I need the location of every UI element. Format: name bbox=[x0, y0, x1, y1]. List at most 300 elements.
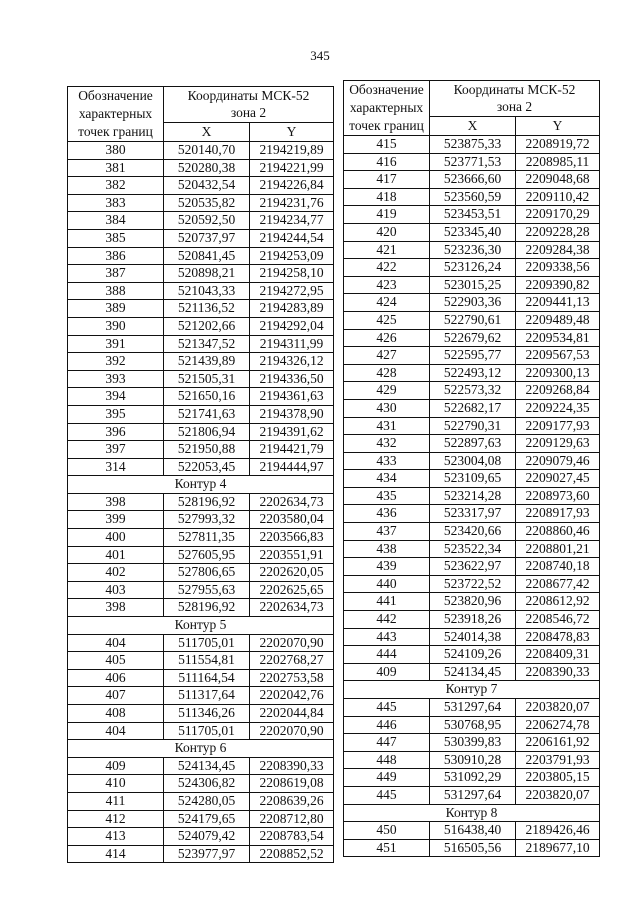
y-coordinate-cell: 2208712,80 bbox=[250, 810, 334, 828]
x-coordinate-cell: 520592,50 bbox=[164, 212, 250, 230]
y-coordinate-cell: 2202625,65 bbox=[250, 581, 334, 599]
y-coordinate-cell: 2208409,31 bbox=[516, 646, 600, 664]
y-coordinate-cell: 2208783,54 bbox=[250, 828, 334, 846]
y-coordinate-cell: 2208619,08 bbox=[250, 775, 334, 793]
point-id-cell: 432 bbox=[344, 435, 430, 453]
y-coordinate-cell: 2202042,76 bbox=[250, 687, 334, 705]
point-id-cell: 440 bbox=[344, 575, 430, 593]
x-coordinate-cell: 522573,32 bbox=[430, 382, 516, 400]
point-id-cell: 401 bbox=[68, 546, 164, 564]
x-coordinate-cell: 521806,94 bbox=[164, 423, 250, 441]
point-id-cell: 403 bbox=[68, 581, 164, 599]
coords-header: Координаты МСК-52 bbox=[164, 87, 334, 105]
y-coordinate-cell: 2203805,15 bbox=[516, 769, 600, 787]
table-row bbox=[344, 839, 600, 857]
y-coordinate-cell: 2208919,72 bbox=[516, 136, 600, 154]
table-row bbox=[68, 212, 334, 230]
table-row bbox=[344, 206, 600, 224]
coords-header: Координаты МСК-52 bbox=[430, 81, 600, 99]
point-id-cell: 410 bbox=[68, 775, 164, 793]
point-id-cell: 445 bbox=[344, 699, 430, 717]
point-id-cell: 394 bbox=[68, 388, 164, 406]
contour-label: Контур 6 bbox=[68, 740, 334, 758]
point-id-cell: 423 bbox=[344, 276, 430, 294]
y-coordinate-cell: 2209489,48 bbox=[516, 311, 600, 329]
point-id-cell: 387 bbox=[68, 265, 164, 283]
y-coordinate-cell: 2194361,63 bbox=[250, 388, 334, 406]
table-row bbox=[344, 223, 600, 241]
table-row bbox=[68, 669, 334, 687]
point-id-cell: 437 bbox=[344, 523, 430, 541]
y-coordinate-cell: 2208677,42 bbox=[516, 575, 600, 593]
point-id-cell: 433 bbox=[344, 452, 430, 470]
point-id-cell: 396 bbox=[68, 423, 164, 441]
x-coordinate-cell: 523622,97 bbox=[430, 558, 516, 576]
y-coordinate-cell: 2194292,04 bbox=[250, 317, 334, 335]
x-coordinate-cell: 523004,08 bbox=[430, 452, 516, 470]
x-coordinate-cell: 520140,70 bbox=[164, 142, 250, 160]
table-row bbox=[68, 810, 334, 828]
table-row bbox=[344, 769, 600, 787]
point-id-cell: 409 bbox=[344, 663, 430, 681]
y-coordinate-cell: 2194378,90 bbox=[250, 405, 334, 423]
table-row bbox=[344, 611, 600, 629]
table-row bbox=[68, 229, 334, 247]
x-coordinate-cell: 524014,38 bbox=[430, 628, 516, 646]
point-id-cell: 427 bbox=[344, 347, 430, 365]
y-coordinate-cell: 2203791,93 bbox=[516, 751, 600, 769]
y-coordinate-cell: 2209534,81 bbox=[516, 329, 600, 347]
x-coordinate-cell: 522679,62 bbox=[430, 329, 516, 347]
table-row bbox=[68, 458, 334, 476]
y-coordinate-cell: 2209177,93 bbox=[516, 417, 600, 435]
point-id-cell: 385 bbox=[68, 229, 164, 247]
y-coordinate-cell: 2203580,04 bbox=[250, 511, 334, 529]
point-id-cell: 439 bbox=[344, 558, 430, 576]
x-coordinate-cell: 524109,26 bbox=[430, 646, 516, 664]
y-coordinate-cell: 2194234,77 bbox=[250, 212, 334, 230]
point-id-cell: 419 bbox=[344, 206, 430, 224]
left-table-body bbox=[68, 142, 334, 863]
x-coordinate-cell: 527993,32 bbox=[164, 511, 250, 529]
point-id-cell: 418 bbox=[344, 188, 430, 206]
x-coordinate-cell: 527955,63 bbox=[164, 581, 250, 599]
table-row bbox=[68, 757, 334, 775]
table-row bbox=[68, 441, 334, 459]
x-coordinate-cell: 523126,24 bbox=[430, 259, 516, 277]
table-row bbox=[344, 593, 600, 611]
point-id-cell: 404 bbox=[68, 634, 164, 652]
table-row bbox=[68, 194, 334, 212]
point-id-cell: 393 bbox=[68, 370, 164, 388]
x-coordinate-cell: 524179,65 bbox=[164, 810, 250, 828]
y-coordinate-cell: 2203820,07 bbox=[516, 699, 600, 717]
y-coordinate-cell: 2194221,99 bbox=[250, 159, 334, 177]
table-row bbox=[344, 822, 600, 840]
y-coordinate-cell: 2209224,35 bbox=[516, 399, 600, 417]
contour-label: Контур 4 bbox=[68, 476, 334, 494]
y-coordinate-cell: 2202070,90 bbox=[250, 722, 334, 740]
x-coordinate-cell: 531297,64 bbox=[430, 699, 516, 717]
point-id-cell: 426 bbox=[344, 329, 430, 347]
table-row bbox=[68, 370, 334, 388]
x-coordinate-cell: 511164,54 bbox=[164, 669, 250, 687]
table-row bbox=[68, 177, 334, 195]
point-id-cell: 398 bbox=[68, 493, 164, 511]
table-row bbox=[344, 786, 600, 804]
point-id-cell: 391 bbox=[68, 335, 164, 353]
point-id-cell: 431 bbox=[344, 417, 430, 435]
y-coordinate-cell: 2202044,84 bbox=[250, 705, 334, 723]
point-id-cell: 407 bbox=[68, 687, 164, 705]
point-id-cell: 386 bbox=[68, 247, 164, 265]
table-row bbox=[344, 294, 600, 312]
x-coordinate-cell: 520432,54 bbox=[164, 177, 250, 195]
y-coordinate-cell: 2209441,13 bbox=[516, 294, 600, 312]
point-id-cell: 406 bbox=[68, 669, 164, 687]
y-coordinate-cell: 2194244,54 bbox=[250, 229, 334, 247]
y-coordinate-cell: 2209110,42 bbox=[516, 188, 600, 206]
point-id-cell: 448 bbox=[344, 751, 430, 769]
y-coordinate-cell: 2194326,12 bbox=[250, 353, 334, 371]
y-coordinate-cell: 2208801,21 bbox=[516, 540, 600, 558]
x-coordinate-cell: 522903,36 bbox=[430, 294, 516, 312]
table-row bbox=[344, 699, 600, 717]
table-row bbox=[68, 511, 334, 529]
table-row bbox=[344, 470, 600, 488]
x-coordinate-cell: 521347,52 bbox=[164, 335, 250, 353]
y-coordinate-cell: 2194253,09 bbox=[250, 247, 334, 265]
y-coordinate-cell: 2206161,92 bbox=[516, 734, 600, 752]
x-coordinate-cell: 516505,56 bbox=[430, 839, 516, 857]
x-coordinate-cell: 527806,65 bbox=[164, 564, 250, 582]
point-id-cell: 430 bbox=[344, 399, 430, 417]
x-coordinate-cell: 520841,45 bbox=[164, 247, 250, 265]
x-coordinate-cell: 511554,81 bbox=[164, 652, 250, 670]
y-coordinate-cell: 2208390,33 bbox=[250, 757, 334, 775]
x-coordinate-cell: 521043,33 bbox=[164, 282, 250, 300]
point-id-cell: 436 bbox=[344, 505, 430, 523]
designation-header: Обозначение характерных точек границ bbox=[344, 81, 430, 136]
point-id-cell: 417 bbox=[344, 171, 430, 189]
designation-header: Обозначение характерных точек границ bbox=[68, 87, 164, 142]
point-id-cell: 404 bbox=[68, 722, 164, 740]
zone-header: зона 2 bbox=[430, 99, 600, 117]
table-row bbox=[68, 423, 334, 441]
x-coordinate-cell: 523918,26 bbox=[430, 611, 516, 629]
point-id-cell: 389 bbox=[68, 300, 164, 318]
table-row bbox=[344, 276, 600, 294]
y-coordinate-cell: 2203820,07 bbox=[516, 786, 600, 804]
point-id-cell: 412 bbox=[68, 810, 164, 828]
y-coordinate-cell: 2208740,18 bbox=[516, 558, 600, 576]
y-coordinate-cell: 2209228,28 bbox=[516, 223, 600, 241]
table-row bbox=[344, 487, 600, 505]
x-coordinate-cell: 523345,40 bbox=[430, 223, 516, 241]
point-id-cell: 442 bbox=[344, 611, 430, 629]
x-coordinate-cell: 522595,77 bbox=[430, 347, 516, 365]
y-coordinate-cell: 2206274,78 bbox=[516, 716, 600, 734]
point-id-cell: 381 bbox=[68, 159, 164, 177]
y-coordinate-cell: 2208612,92 bbox=[516, 593, 600, 611]
table-row bbox=[344, 153, 600, 171]
table-row bbox=[344, 435, 600, 453]
x-coordinate-cell: 520898,21 bbox=[164, 265, 250, 283]
table-row bbox=[68, 599, 334, 617]
x-coordinate-cell: 523771,53 bbox=[430, 153, 516, 171]
x-coordinate-cell: 530768,95 bbox=[430, 716, 516, 734]
point-id-cell: 397 bbox=[68, 441, 164, 459]
x-coordinate-cell: 531297,64 bbox=[430, 786, 516, 804]
x-coordinate-cell: 523722,52 bbox=[430, 575, 516, 593]
point-id-cell: 314 bbox=[68, 458, 164, 476]
contour-row bbox=[68, 740, 334, 758]
y-coordinate-cell: 2208973,60 bbox=[516, 487, 600, 505]
x-coordinate-cell: 511705,01 bbox=[164, 722, 250, 740]
table-row bbox=[344, 311, 600, 329]
y-coordinate-cell: 2209300,13 bbox=[516, 364, 600, 382]
y-coordinate-cell: 2194336,50 bbox=[250, 370, 334, 388]
point-id-cell: 450 bbox=[344, 822, 430, 840]
x-coordinate-cell: 520737,97 bbox=[164, 229, 250, 247]
table-row bbox=[68, 792, 334, 810]
x-coordinate-cell: 523420,66 bbox=[430, 523, 516, 541]
y-coordinate-cell: 2208917,93 bbox=[516, 505, 600, 523]
contour-row bbox=[68, 476, 334, 494]
x-coordinate-cell: 511317,64 bbox=[164, 687, 250, 705]
table-row bbox=[344, 646, 600, 664]
table-row bbox=[344, 417, 600, 435]
point-id-cell: 392 bbox=[68, 353, 164, 371]
x-header: X bbox=[430, 117, 516, 136]
table-row bbox=[68, 493, 334, 511]
table-row bbox=[344, 558, 600, 576]
table-row bbox=[68, 722, 334, 740]
table-row bbox=[68, 845, 334, 863]
table-row bbox=[344, 751, 600, 769]
y-header: Y bbox=[250, 123, 334, 142]
contour-label: Контур 5 bbox=[68, 617, 334, 635]
point-id-cell: 413 bbox=[68, 828, 164, 846]
zone-header: зона 2 bbox=[164, 105, 334, 123]
x-coordinate-cell: 523453,51 bbox=[430, 206, 516, 224]
y-coordinate-cell: 2203551,91 bbox=[250, 546, 334, 564]
point-id-cell: 388 bbox=[68, 282, 164, 300]
point-id-cell: 411 bbox=[68, 792, 164, 810]
x-coordinate-cell: 523214,28 bbox=[430, 487, 516, 505]
point-id-cell: 446 bbox=[344, 716, 430, 734]
table-row bbox=[344, 628, 600, 646]
table-row bbox=[68, 405, 334, 423]
table-row bbox=[68, 317, 334, 335]
table-row bbox=[68, 652, 334, 670]
y-coordinate-cell: 2202753,58 bbox=[250, 669, 334, 687]
point-id-cell: 444 bbox=[344, 646, 430, 664]
y-coordinate-cell: 2209338,56 bbox=[516, 259, 600, 277]
point-id-cell: 395 bbox=[68, 405, 164, 423]
point-id-cell: 382 bbox=[68, 177, 164, 195]
y-coordinate-cell: 2209170,29 bbox=[516, 206, 600, 224]
table-row bbox=[344, 329, 600, 347]
x-coordinate-cell: 523560,59 bbox=[430, 188, 516, 206]
x-coordinate-cell: 524134,45 bbox=[164, 757, 250, 775]
y-coordinate-cell: 2209284,38 bbox=[516, 241, 600, 259]
table-row bbox=[68, 247, 334, 265]
y-coordinate-cell: 2209048,68 bbox=[516, 171, 600, 189]
point-id-cell: 425 bbox=[344, 311, 430, 329]
point-id-cell: 384 bbox=[68, 212, 164, 230]
table-row bbox=[344, 399, 600, 417]
table-row bbox=[68, 828, 334, 846]
y-coordinate-cell: 2208639,26 bbox=[250, 792, 334, 810]
y-coordinate-cell: 2194283,89 bbox=[250, 300, 334, 318]
table-row bbox=[344, 136, 600, 154]
y-coordinate-cell: 2209567,53 bbox=[516, 347, 600, 365]
point-id-cell: 421 bbox=[344, 241, 430, 259]
point-id-cell: 441 bbox=[344, 593, 430, 611]
x-coordinate-cell: 522053,45 bbox=[164, 458, 250, 476]
table-row bbox=[68, 282, 334, 300]
x-coordinate-cell: 516438,40 bbox=[430, 822, 516, 840]
x-coordinate-cell: 522682,17 bbox=[430, 399, 516, 417]
point-id-cell: 434 bbox=[344, 470, 430, 488]
table-row bbox=[344, 716, 600, 734]
table-row bbox=[344, 259, 600, 277]
table-row bbox=[68, 353, 334, 371]
table-row bbox=[68, 705, 334, 723]
table-row bbox=[344, 347, 600, 365]
y-coordinate-cell: 2194391,62 bbox=[250, 423, 334, 441]
table-row bbox=[344, 505, 600, 523]
y-coordinate-cell: 2209027,45 bbox=[516, 470, 600, 488]
point-id-cell: 445 bbox=[344, 786, 430, 804]
x-coordinate-cell: 527605,95 bbox=[164, 546, 250, 564]
point-id-cell: 409 bbox=[68, 757, 164, 775]
y-coordinate-cell: 2194226,84 bbox=[250, 177, 334, 195]
x-coordinate-cell: 520280,38 bbox=[164, 159, 250, 177]
x-coordinate-cell: 521950,88 bbox=[164, 441, 250, 459]
y-coordinate-cell: 2208860,46 bbox=[516, 523, 600, 541]
table-row bbox=[68, 564, 334, 582]
table-row bbox=[344, 364, 600, 382]
x-coordinate-cell: 523317,97 bbox=[430, 505, 516, 523]
x-coordinate-cell: 521741,63 bbox=[164, 405, 250, 423]
x-coordinate-cell: 523875,33 bbox=[430, 136, 516, 154]
y-coordinate-cell: 2202070,90 bbox=[250, 634, 334, 652]
contour-label: Контур 7 bbox=[344, 681, 600, 699]
table-row bbox=[344, 188, 600, 206]
contour-row bbox=[68, 617, 334, 635]
point-id-cell: 447 bbox=[344, 734, 430, 752]
y-coordinate-cell: 2189426,46 bbox=[516, 822, 600, 840]
point-id-cell: 443 bbox=[344, 628, 430, 646]
coordinates-table-left bbox=[67, 86, 334, 863]
x-coordinate-cell: 511705,01 bbox=[164, 634, 250, 652]
table-row bbox=[68, 388, 334, 406]
table-row bbox=[68, 529, 334, 547]
point-id-cell: 451 bbox=[344, 839, 430, 857]
x-coordinate-cell: 527811,35 bbox=[164, 529, 250, 547]
x-coordinate-cell: 524079,42 bbox=[164, 828, 250, 846]
x-coordinate-cell: 520535,82 bbox=[164, 194, 250, 212]
point-id-cell: 428 bbox=[344, 364, 430, 382]
x-coordinate-cell: 531092,29 bbox=[430, 769, 516, 787]
y-coordinate-cell: 2208852,52 bbox=[250, 845, 334, 863]
y-header: Y bbox=[516, 117, 600, 136]
table-row bbox=[344, 241, 600, 259]
y-coordinate-cell: 2209390,82 bbox=[516, 276, 600, 294]
table-row bbox=[68, 265, 334, 283]
y-coordinate-cell: 2208985,11 bbox=[516, 153, 600, 171]
coordinates-table-right bbox=[343, 80, 600, 857]
y-coordinate-cell: 2209079,46 bbox=[516, 452, 600, 470]
x-coordinate-cell: 524306,82 bbox=[164, 775, 250, 793]
x-coordinate-cell: 522790,31 bbox=[430, 417, 516, 435]
x-coordinate-cell: 523820,96 bbox=[430, 593, 516, 611]
x-coordinate-cell: 530399,83 bbox=[430, 734, 516, 752]
page-number: 345 bbox=[310, 48, 330, 63]
table-row bbox=[68, 300, 334, 318]
y-coordinate-cell: 2194258,10 bbox=[250, 265, 334, 283]
contour-label: Контур 8 bbox=[344, 804, 600, 822]
table-row bbox=[344, 171, 600, 189]
x-coordinate-cell: 528196,92 bbox=[164, 599, 250, 617]
y-coordinate-cell: 2208478,83 bbox=[516, 628, 600, 646]
point-id-cell: 416 bbox=[344, 153, 430, 171]
table-row bbox=[344, 452, 600, 470]
contour-row bbox=[344, 681, 600, 699]
x-coordinate-cell: 524280,05 bbox=[164, 792, 250, 810]
point-id-cell: 435 bbox=[344, 487, 430, 505]
table-row bbox=[344, 734, 600, 752]
table-row bbox=[344, 523, 600, 541]
point-id-cell: 449 bbox=[344, 769, 430, 787]
point-id-cell: 390 bbox=[68, 317, 164, 335]
x-coordinate-cell: 523977,97 bbox=[164, 845, 250, 863]
table-row bbox=[344, 382, 600, 400]
x-header: X bbox=[164, 123, 250, 142]
x-coordinate-cell: 528196,92 bbox=[164, 493, 250, 511]
point-id-cell: 424 bbox=[344, 294, 430, 312]
point-id-cell: 420 bbox=[344, 223, 430, 241]
x-coordinate-cell: 522493,12 bbox=[430, 364, 516, 382]
point-id-cell: 398 bbox=[68, 599, 164, 617]
y-coordinate-cell: 2194231,76 bbox=[250, 194, 334, 212]
x-coordinate-cell: 511346,26 bbox=[164, 705, 250, 723]
table-row bbox=[344, 575, 600, 593]
x-coordinate-cell: 523666,60 bbox=[430, 171, 516, 189]
point-id-cell: 415 bbox=[344, 136, 430, 154]
point-id-cell: 380 bbox=[68, 142, 164, 160]
table-row bbox=[68, 335, 334, 353]
point-id-cell: 399 bbox=[68, 511, 164, 529]
y-coordinate-cell: 2209268,84 bbox=[516, 382, 600, 400]
y-coordinate-cell: 2203566,83 bbox=[250, 529, 334, 547]
y-coordinate-cell: 2202634,73 bbox=[250, 493, 334, 511]
point-id-cell: 405 bbox=[68, 652, 164, 670]
y-coordinate-cell: 2202620,05 bbox=[250, 564, 334, 582]
table-row bbox=[68, 634, 334, 652]
x-coordinate-cell: 521650,16 bbox=[164, 388, 250, 406]
x-coordinate-cell: 521505,31 bbox=[164, 370, 250, 388]
point-id-cell: 402 bbox=[68, 564, 164, 582]
point-id-cell: 400 bbox=[68, 529, 164, 547]
point-id-cell: 429 bbox=[344, 382, 430, 400]
x-coordinate-cell: 523236,30 bbox=[430, 241, 516, 259]
y-coordinate-cell: 2194311,99 bbox=[250, 335, 334, 353]
table-row bbox=[344, 663, 600, 681]
y-coordinate-cell: 2208390,33 bbox=[516, 663, 600, 681]
